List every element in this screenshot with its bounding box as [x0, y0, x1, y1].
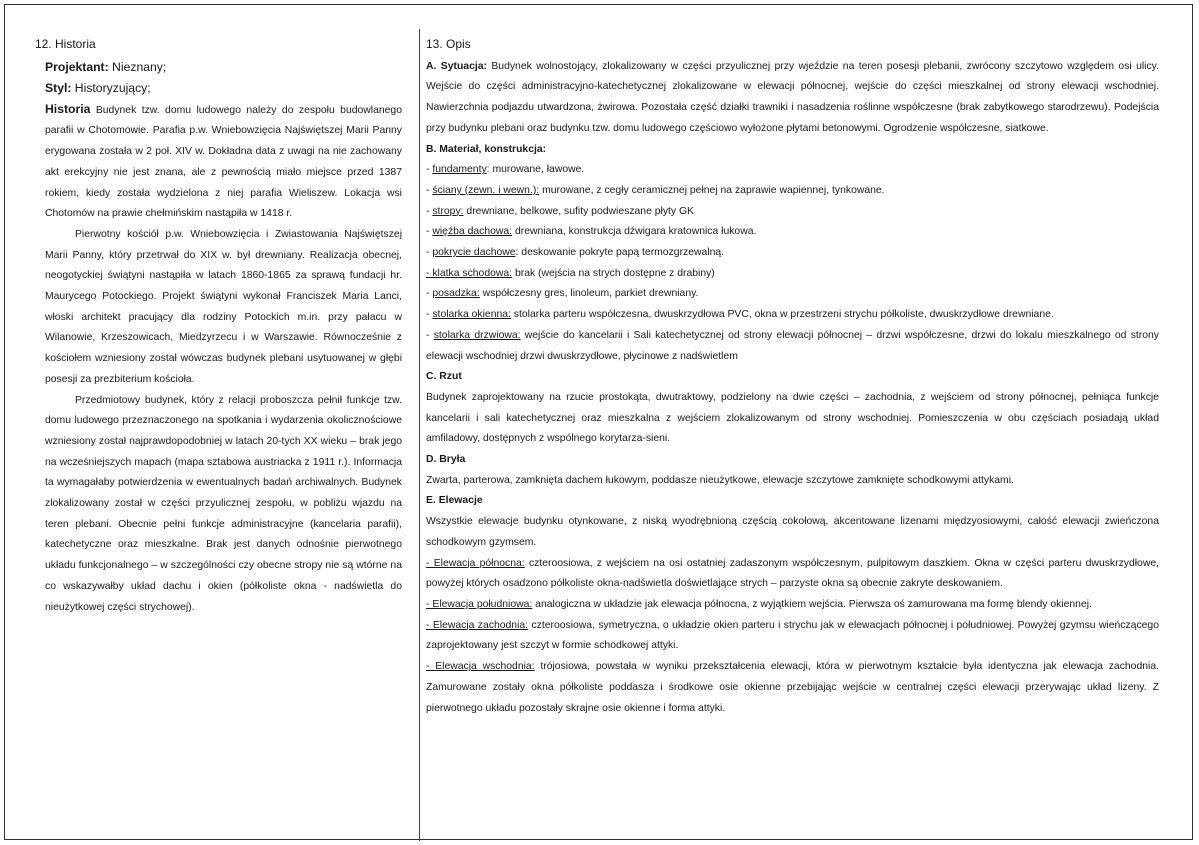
material-item: - stropy: drewniane, belkowe, sufity podwieszane płyty GK: [426, 205, 694, 217]
column-divider: [419, 29, 420, 841]
material-list: [426, 160, 1159, 367]
elewacja-item-label: - Elewacja południowa:: [426, 598, 533, 610]
historia-paragraph-2: Pierwotny kościół p.w. Wniebowzięcia i Zwiastowania Najświętszej Marii Panny, który przetrwał do XIX w. był drewniany. Realizacja obecnej, neogotyckiej świątyni nastąpiła w latach 1860-1865 za sprawą fundacji hr. Maurycego Potockiego. Projekt świątyni wykonał Franciszek Maria Lanci, włoski architekt pracujący dla rodziny Potockich m.in. przy pałacu w Wilanowie, Krzeszowicach, Miedzyrzecu i w Warszawie. Równocześnie z kościołem wzniesiony został wówczas budynek plebani usytuowanej w głębi posesji za prezbiterium kościoła.: [45, 228, 402, 385]
material-item-label: - klatka schodowa:: [426, 267, 513, 279]
projektant-line: Projektant: Nieznany;: [45, 59, 167, 74]
sytuacja-paragraph: A. Sytuacja: Budynek wolnostojący, zlokalizowany w części przyulicznej przy wjeździe na teren posesji plebanii, zwrócony szczytowo względem osi ulicy. Wejście do części administracyjno-katechetycznej zlokalizowane w elewacji północnej, wejście do części mieszkalnej od strony elewacji wschodniej. Nawierzchnia podjazdu utwardzona, żwirowa. Pozostała część działki trawniki i nasadzenia roślinne współczesne (brak zabytkowego starodrzewu). Podejścia przy budynku plebani oraz budynku tzw. domu ludowego częściowo wyłożone płytami betonowymi. Ogrodzenie współczesne, siatkowe.: [426, 60, 1159, 134]
material-item-label: stropy:: [432, 205, 464, 217]
material-item: - klatka schodowa: brak (wejścia na strych dostępne z drabiny): [426, 267, 715, 279]
elewacja-item-label: - Elewacja zachodnia:: [426, 619, 529, 631]
rzut-heading: C. Rzut: [426, 371, 462, 383]
material-item: - więźba dachowa: drewniana, konstrukcja dźwigara kratownica łukowa.: [426, 226, 757, 238]
material-item: - stolarka okienna: stolarka parteru współczesna, dwuskrzydłowa PVC, okna w przestrzeni strychu półkoliste, dwuskrzydłowe drewniane.: [426, 309, 1054, 321]
material-item: - pokrycie dachowe: deskowanie pokryte papą termozgrzewalną.: [426, 247, 725, 259]
material-item-label: fundamenty: [432, 164, 487, 176]
bryla-paragraph: Zwarta, parterowa, zamknięta dachem łukowym, poddasze nieużytkowe, elewacje szczytowe zamknięte schodkowymi attykami.: [426, 474, 1014, 486]
historia-paragraph-3: Przedmiotowy budynek, który z relacji proboszcza pełnił funkcje tzw. domu ludowego przeznaczonego na spotkania i wydarzenia okolicznościowe wzniesiony został najprawdopodobniej w latach 20-tych XX wieku – brak jego na wcześniejszych mapach (mapa sztabowa austriacka z 1911 r.). Informacja ta wymagałaby potwierdzenia w ewentualnych badań archiwalnych. Budynek zlokalizowany został w części przyulicznej zespołu, w pobliżu wjazdu na teren plebani. Obecnie pełni funkcje administracyjne (kancelaria parafii), katechetyczne oraz mieszkalne. Brak jest danych odnośnie pierwotnego układu funkcjonalnego – w szczególności czy obecne stropy nie są wtórne na co wskazywałby układ dachu i okien (półkoliste okna - nadświetla do nieużytkowej części strychowej).: [45, 394, 402, 613]
elewacja-item: - Elewacja południowa: analogiczna w układzie jak elewacja północna, z wyjątkiem wejścia. Pierwsza oś zamurowana ma formę blendy okiennej.: [426, 598, 1092, 610]
bryla-heading: D. Bryła: [426, 454, 466, 466]
elewacja-item-label: - Elewacja wschodnia:: [426, 661, 535, 673]
material-item-label: posadzka:: [432, 288, 480, 300]
section-historia: [35, 34, 402, 618]
material-item: - stolarka drzwiowa: wejście do kancelarii i Sali katechetycznej od strony elewacji północnej – drzwi współczesne, drzwi do lokalu mieszkalnego od strony elewacji wschodniej drzwi dwuskrzydłowe, płycinowe z nadświetlem: [426, 329, 1159, 362]
material-item-label: stolarka okienna:: [432, 309, 511, 321]
elewacje-heading: E. Elewacje: [426, 495, 483, 507]
material-heading: B. Materiał, konstrukcja:: [426, 143, 547, 155]
rzut-paragraph: Budynek zaprojektowany na rzucie prostokąta, dwutraktowy, podzielony na dwie części – zachodnia, z wejściem od strony północnej, pełniąca funkcje kancelarii i sali katechetycznej oraz mieszkalna z wejściem zlokalizowanym od strony wschodniej. Pomieszczenia w obu częściach posiadają układ amfiladowy, dostępnych z wspólnego korytarza-sieni.: [426, 391, 1159, 445]
material-item-label: ściany (zewn. i wewn.):: [432, 184, 540, 196]
elewacje-list: [426, 554, 1159, 720]
section-heading-opis: 13. Opis: [426, 37, 471, 51]
elewacja-item: - Elewacja zachodnia: czteroosiowa, symetryczna, o układzie okien parteru i strychu jak w elewacjach północnej i południowej. Powyżej gzymsu wieńczącego zaprojektowany jest szczyt w formie schodkowej attyki.: [426, 619, 1159, 652]
material-item-label: więźba dachowa:: [432, 226, 513, 238]
historia-paragraph-1: Historia Budynek tzw. domu ludowego należy do zespołu budowlanego parafii w Chotomowie. Parafia p.w. Wniebowzięcia Najświętszej Marii Panny erygowana została w 2 poł. XIV w. Dokładna data z uwagi na nie zachowany akt erekcyjny nie jest znana, ale z pewnością miało miejsce przed 1387 rokiem, kiedy została wydzielona z niej parafia Wieliszew. Lokacja wsi Chotomów na prawie chełmińskim nastąpiła w 1418 r.: [45, 101, 402, 220]
material-item: - posadzka: współczesny gres, linoleum, parkiet drewniany.: [426, 288, 699, 300]
elewacje-paragraph: Wszystkie elewacje budynku otynkowane, z niską wyodrębnioną częścią cokołową, akcentowane lizenami międzyosiowymi, całość elewacji zwieńczona schodkowym gzymsem.: [426, 516, 1159, 548]
material-item-label: pokrycie dachowe: [432, 247, 516, 259]
elewacja-item: - Elewacja wschodnia: trójosiowa, powstała w wyniku przekształcenia elewacji, która w pierwotnym kształcie była identyczna jak elewacja zachodnia. Zamurowane zostały okna półkoliste poddasza i środkowe osie okienne przebijając wejście w centralnej części elewacji przerywając układ lizeny. Z pierwotnego układu pozostały skrajne osie okienne i forma attyki.: [426, 661, 1159, 714]
elewacja-item: - Elewacja północna: czteroosiowa, z wejściem na osi ostatniej zadaszonym współczesnym, pulpitowym daszkiem. Okna w części parteru dwuskrzydłowe, powyżej których osadzono półkoliste okna-nadświetla doświetlające strych – parzyste okna są obecnie zakryte deskowaniem.: [426, 557, 1159, 590]
styl-line: Styl: Historyzujący;: [45, 80, 151, 95]
material-item: - fundamenty: murowane, ławowe.: [426, 164, 585, 176]
section-heading-historia: 12. Historia: [35, 37, 96, 51]
section-opis: [426, 34, 1159, 719]
material-item-label: stolarka drzwiowa:: [433, 329, 521, 341]
material-item: - ściany (zewn. i wewn.): murowane, z cegły ceramicznej pełnej na zaprawie wapiennej, tynkowane.: [426, 184, 885, 196]
elewacja-item-label: - Elewacja północna:: [426, 557, 525, 569]
